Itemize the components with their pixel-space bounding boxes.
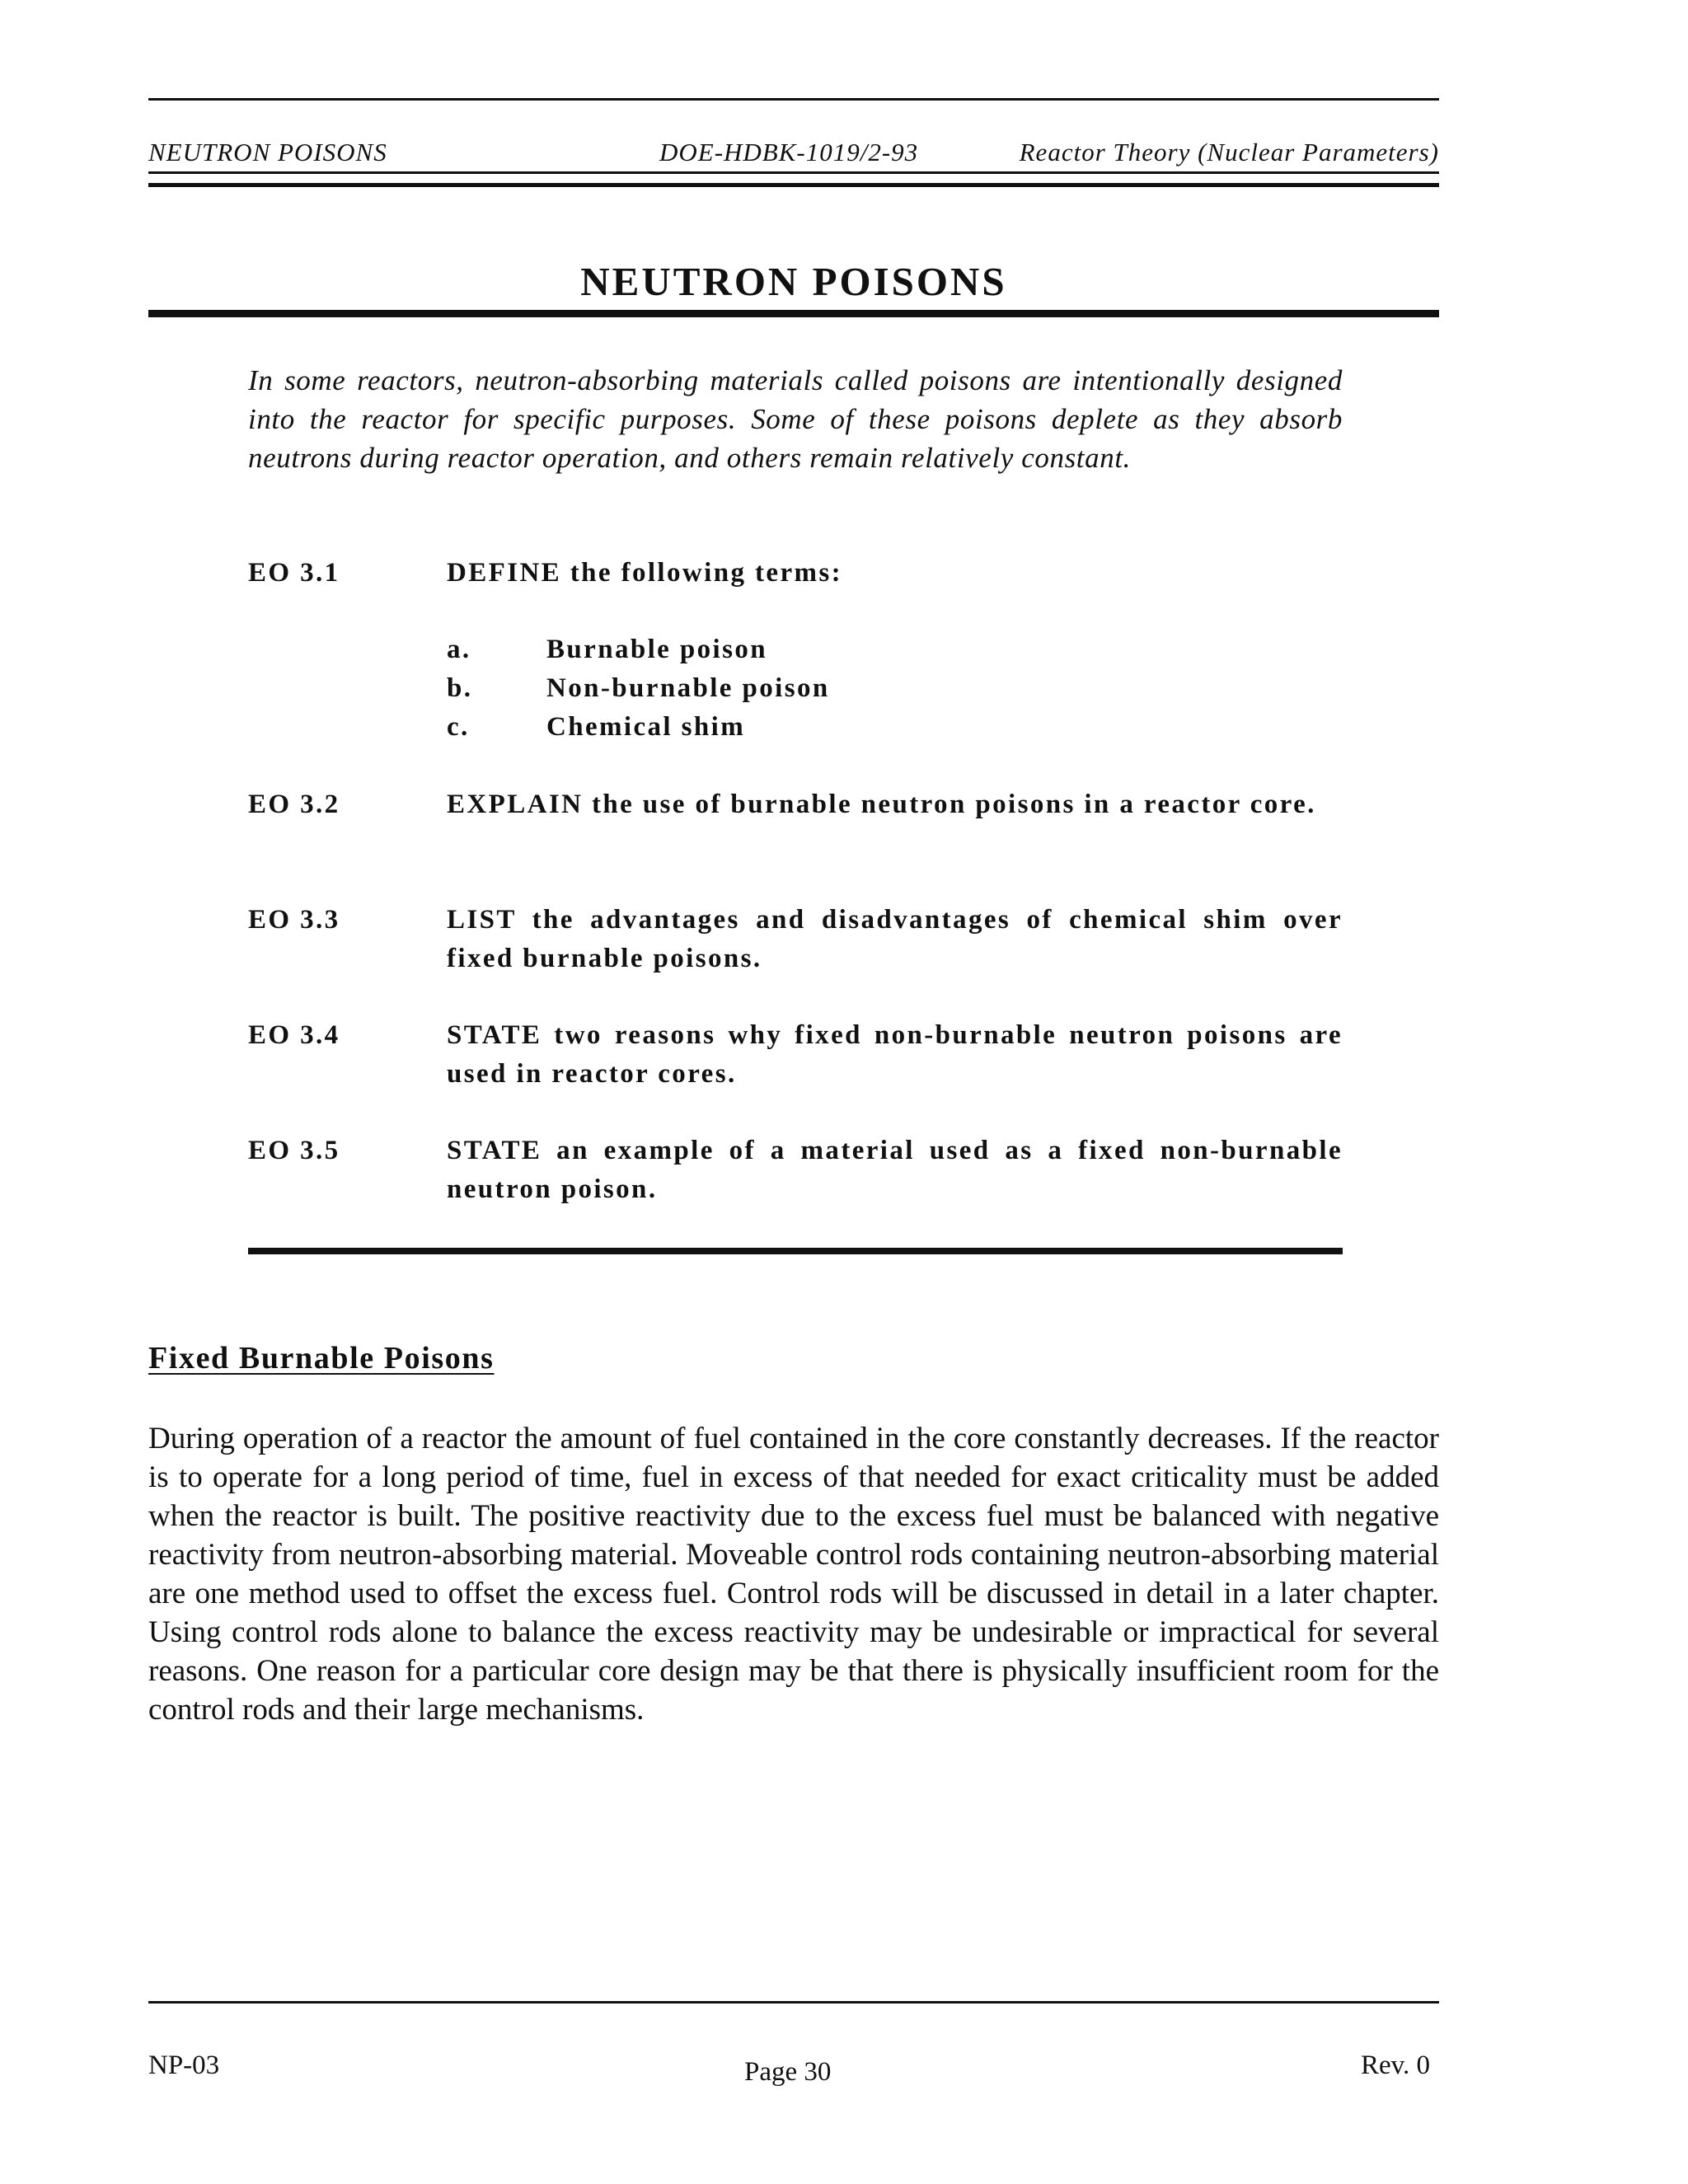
footer-right: Rev. 0 <box>1360 2050 1430 2080</box>
objective-text: STATE two reasons why fixed non-burnable neutron poisons are used in reactor cores. <box>447 1020 1343 1089</box>
objective-text: EXPLAIN the use of burnable neutron poisons in a reactor core. <box>447 790 1316 819</box>
title-rule <box>148 310 1439 317</box>
section-body: During operation of a reactor the amount of fuel contained in the core constantly decreases. If the reactor is to operate for a long period of time, fuel in excess of that needed for exact criticality must be added when the reactor is built. The positive reactivity due to the excess fuel must be balanced with negative reactivity from neutron-absorbing material. Moveable control rods containing neutron-absorbing material are one method used to offset the excess fuel. Control rods will be discussed in detail in a later chapter. Using control rods alone to balance the excess reactivity may be undesirable or impractical for several reasons. One reason for a particular core design may be that there is physically insufficient room for the control rods and their large mechanisms. <box>148 1422 1439 1727</box>
list-text: Non-burnable poison <box>546 673 830 703</box>
objective-code: EO 3.1 <box>248 558 340 588</box>
header-top-rule <box>148 98 1439 101</box>
header-right: Reactor Theory (Nuclear Parameters) <box>1019 138 1439 166</box>
header-rule-2 <box>148 183 1439 187</box>
objective-code: EO 3.2 <box>248 790 340 819</box>
objective-code: EO 3.3 <box>248 905 340 935</box>
footer-rule <box>148 2001 1439 2004</box>
list-marker: c. <box>447 712 470 742</box>
objective-code: EO 3.4 <box>248 1020 340 1050</box>
list-marker: b. <box>447 673 473 703</box>
list-text: Burnable poison <box>546 635 767 664</box>
objective-text: LIST the advantages and disadvantages of chemical shim over fixed burnable poisons. <box>447 905 1343 973</box>
list-text: Chemical shim <box>546 712 746 742</box>
objective-text: DEFINE the following terms: <box>447 558 843 588</box>
header-rule-1 <box>148 171 1439 174</box>
list-marker: a. <box>447 635 471 664</box>
footer-page-number: Page 30 <box>744 2057 832 2087</box>
objectives-end-rule <box>248 1248 1343 1254</box>
intro-paragraph: In some reactors, neutron-absorbing materials called poisons are intentionally designed into the reactor for specific purposes. Some of these poisons deplete as they absorb neutrons during reactor operation, and others remain relatively constant. <box>248 364 1343 474</box>
objective-code: EO 3.5 <box>248 1136 340 1165</box>
header-center: DOE-HDBK-1019/2-93 <box>659 138 919 166</box>
header-left: NEUTRON POISONS <box>148 138 387 166</box>
page-title: NEUTRON POISONS <box>580 259 1007 304</box>
footer-left: NP-03 <box>148 2050 220 2080</box>
objective-text: STATE an example of a material used as a fixed non-burnable neutron poison. <box>447 1136 1343 1204</box>
section-heading: Fixed Burnable Poisons <box>148 1341 495 1376</box>
